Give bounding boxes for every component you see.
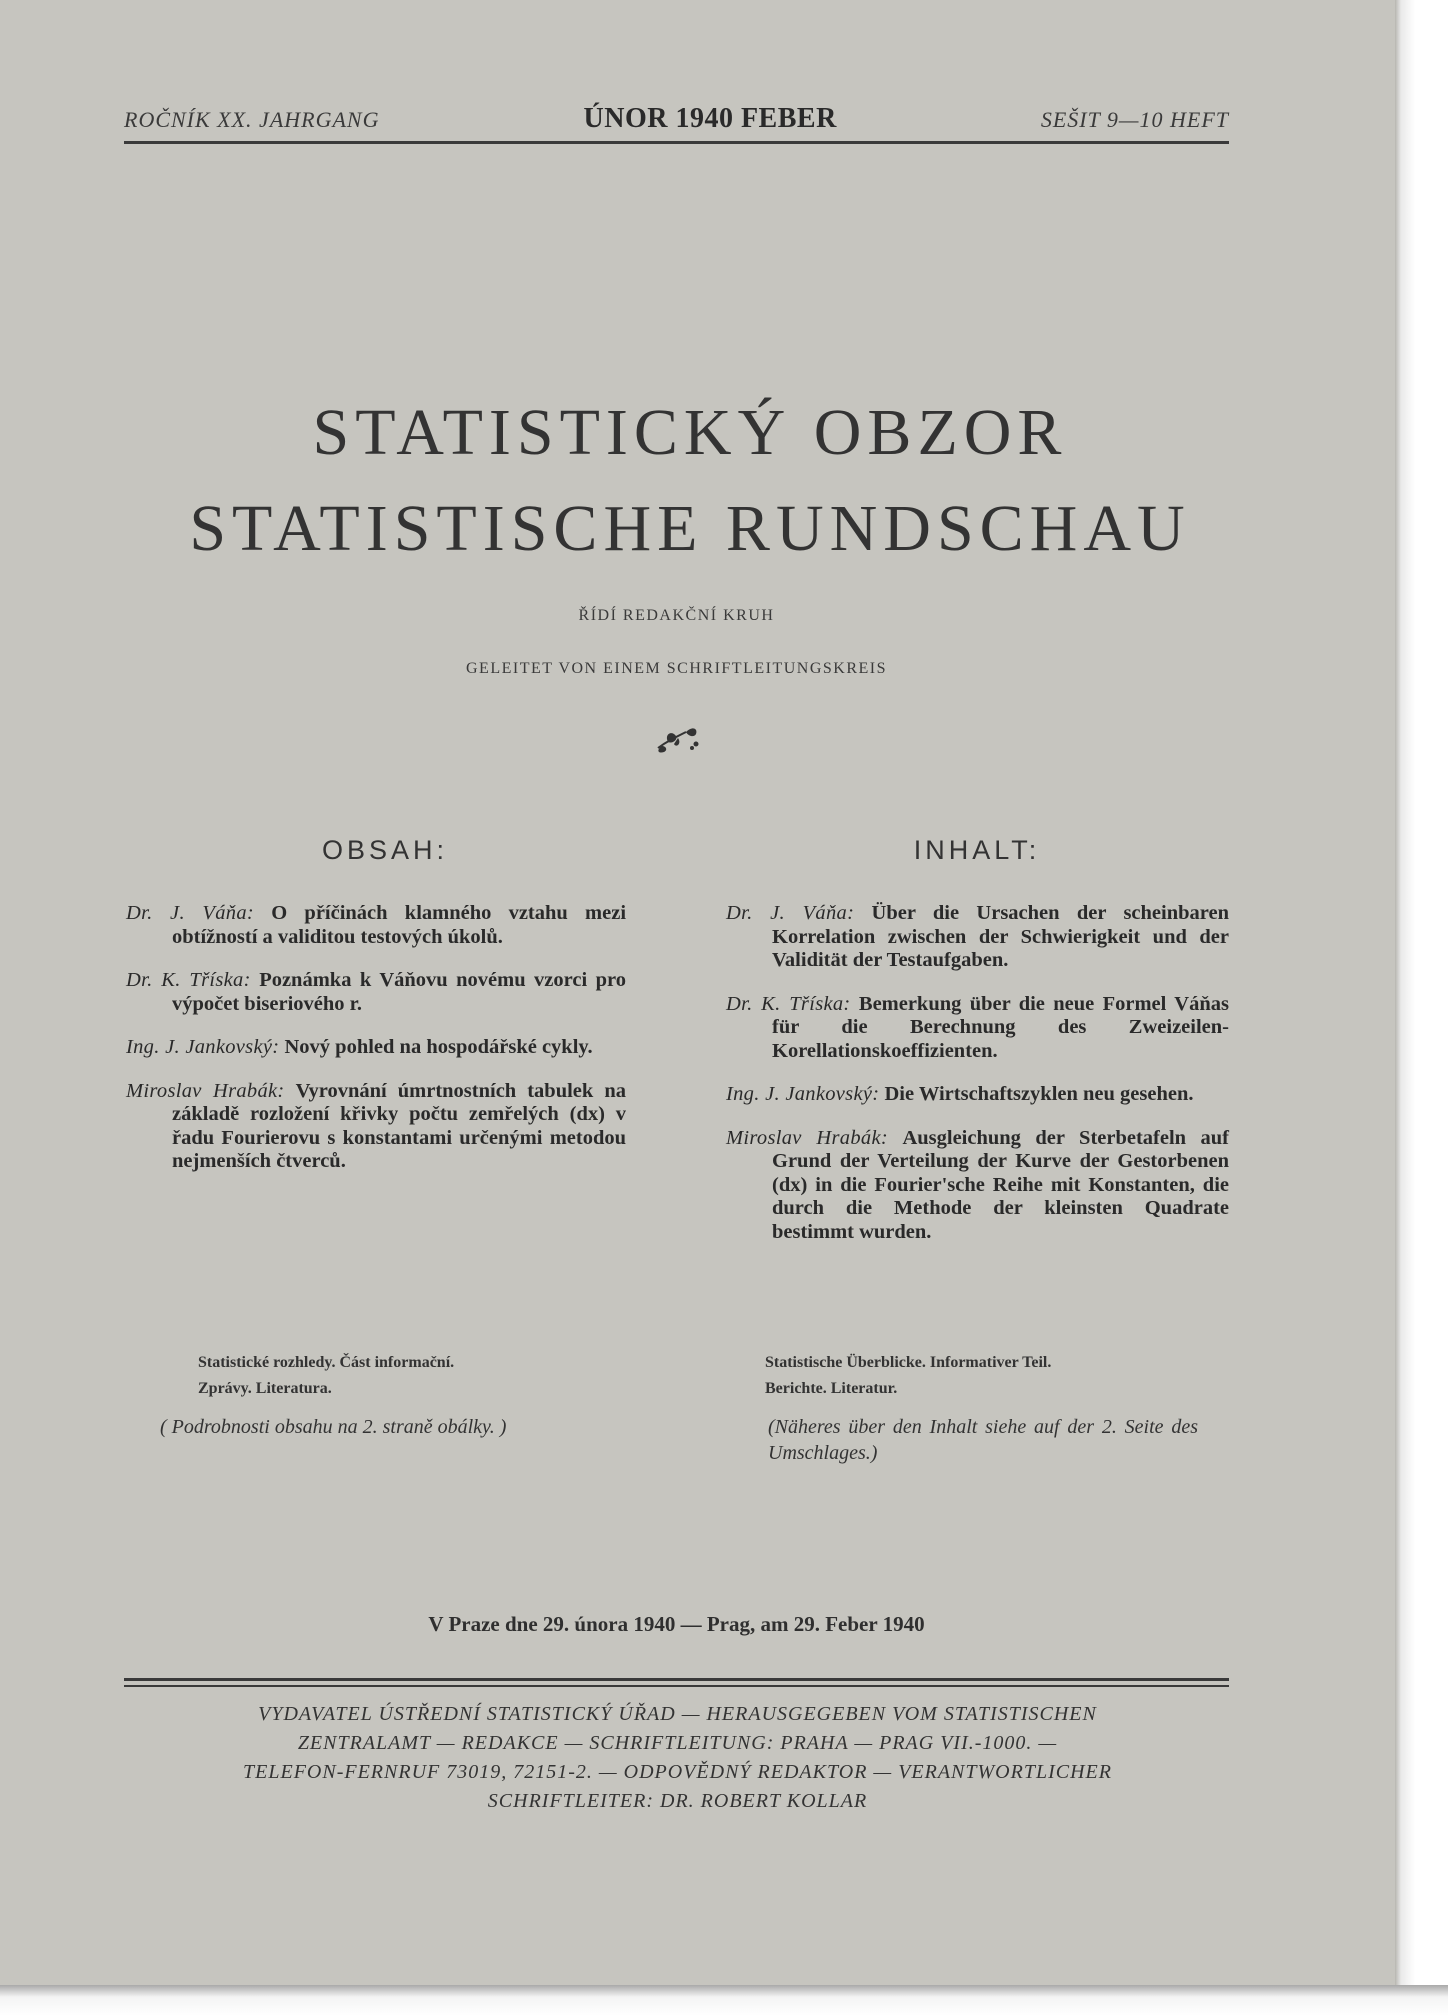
title-czech: STATISTICKÝ OBZOR (312, 396, 1068, 469)
entry-author: Dr. J. Váňa: (726, 902, 855, 924)
details-note-czech: ( Podrobnosti obsahu na 2. straně obálky. ) (160, 1416, 507, 1438)
volume-label: ROČNÍK XX. JAHRGANG (124, 107, 380, 132)
sections-german (765, 1350, 1185, 1402)
entry-title: Bemerkung über die neue Formel Váňas für die Berechnung des Zweizeilen-Korellationskoeffizienten. (772, 992, 1229, 1062)
title-german: STATISTISCHE RUNDSCHAU (189, 492, 1191, 565)
sections-line: Statistische Überblicke. Informativer Teil. (765, 1354, 1052, 1371)
entry-title: Die Wirtschaftszyklen neu gesehen. (884, 1083, 1194, 1105)
sections-czech (198, 1350, 618, 1402)
list-item (726, 993, 1229, 1064)
journal-title (100, 385, 1280, 577)
footer-rule (124, 1678, 1229, 1681)
list-item (726, 1127, 1229, 1245)
list-item (126, 1036, 626, 1060)
editorial-board-german: GELEITET VON EINEM SCHRIFTLEITUNGSKREIS (466, 660, 887, 677)
details-note-german: (Näheres über den Inhalt siehe auf der 2. Seite des Umschlages.) (768, 1416, 1198, 1464)
editorial-board-czech: ŘÍDÍ REDAKČNÍ KRUH (578, 607, 775, 624)
list-item (726, 902, 1229, 973)
footer-rule (124, 1685, 1229, 1687)
contents-heading-czech: OBSAH: (321, 835, 449, 865)
imprint-line: SCHRIFTLEITER: DR. ROBERT KOLLAR (487, 1790, 868, 1812)
scan-edge-right (1395, 0, 1448, 2016)
list-item (126, 969, 626, 1016)
sections-line: Zprávy. Literatura. (198, 1380, 332, 1397)
scan-edge-bottom (0, 1985, 1448, 2016)
entry-author: Dr. K. Tříska: (126, 969, 251, 991)
entry-title: Nový pohled na hospodářské cykly. (284, 1036, 593, 1058)
entry-title: Poznámka k Váňovu novému vzorci pro výpočet biseriového r. (172, 969, 626, 1015)
entry-title: Über die Ursachen der scheinbaren Korrelation zwischen der Schwierigkeit und der Validität der Testaufgaben. (772, 902, 1229, 971)
entry-author: Dr. J. Váňa: (126, 902, 255, 924)
list-item (126, 902, 626, 949)
imprint-line: VYDAVATEL ÚSTŘEDNÍ STATISTICKÝ ÚŘAD — HERAUSGEGEBEN VOM STATISTISCHEN (258, 1703, 1097, 1725)
header-rule (124, 141, 1229, 144)
sections-line: Berichte. Literatur. (765, 1380, 898, 1397)
entry-author: Ing. J. Jankovský: (726, 1083, 880, 1105)
issue-number: SEŠIT 9—10 HEFT (1040, 107, 1229, 132)
entry-author: Dr. K. Tříska: (726, 992, 851, 1015)
contents-list-german (726, 902, 1229, 1264)
list-item (126, 1080, 626, 1174)
leaf-ornament-icon (652, 720, 702, 754)
issue-header (124, 103, 1229, 139)
entry-title: O příčinách klamného vztahu mezi obtížností a validitou testových úkolů. (172, 902, 627, 948)
publication-date: V Praze dne 29. února 1940 — Prag, am 29. Feber 1940 (428, 1612, 925, 1636)
issue-date: ÚNOR 1940 FEBER (583, 103, 837, 134)
contents-heading-german: INHALT: (913, 835, 1041, 865)
publisher-imprint (130, 1700, 1225, 1816)
entry-author: Miroslav Hrabák: (726, 1126, 888, 1149)
imprint-line: TELEFON-FERNRUF 73019, 72151-2. — ODPOVĚDNÝ REDAKTOR — VERANTWORTLICHER (243, 1761, 1112, 1783)
list-item (726, 1083, 1229, 1107)
entry-author: Ing. J. Jankovský: (126, 1036, 280, 1058)
imprint-line: ZENTRALAMT — REDAKCE — SCHRIFTLEITUNG: PRAHA — PRAG VII.-1000. — (297, 1732, 1058, 1754)
entry-author: Miroslav Hrabák: (126, 1079, 285, 1102)
entry-title: Vyrovnání úmrtnostních tabulek na základě rozložení křivky počtu zemřelých (dx) v řadu Fourierovu s konstantami určenými metodou nejmenších čtverců. (172, 1079, 626, 1172)
contents-list-czech (126, 902, 626, 1194)
sections-line: Statistické rozhledy. Část informační. (198, 1354, 455, 1371)
entry-title: Ausgleichung der Sterbetafeln auf Grund der Verteilung der Kurve der Gestorbenen (dx) in die Fourier'sche Reihe mit Konstanten, die durch die Methode der kleinsten Quadrate bestimmt wurden. (772, 1126, 1229, 1243)
